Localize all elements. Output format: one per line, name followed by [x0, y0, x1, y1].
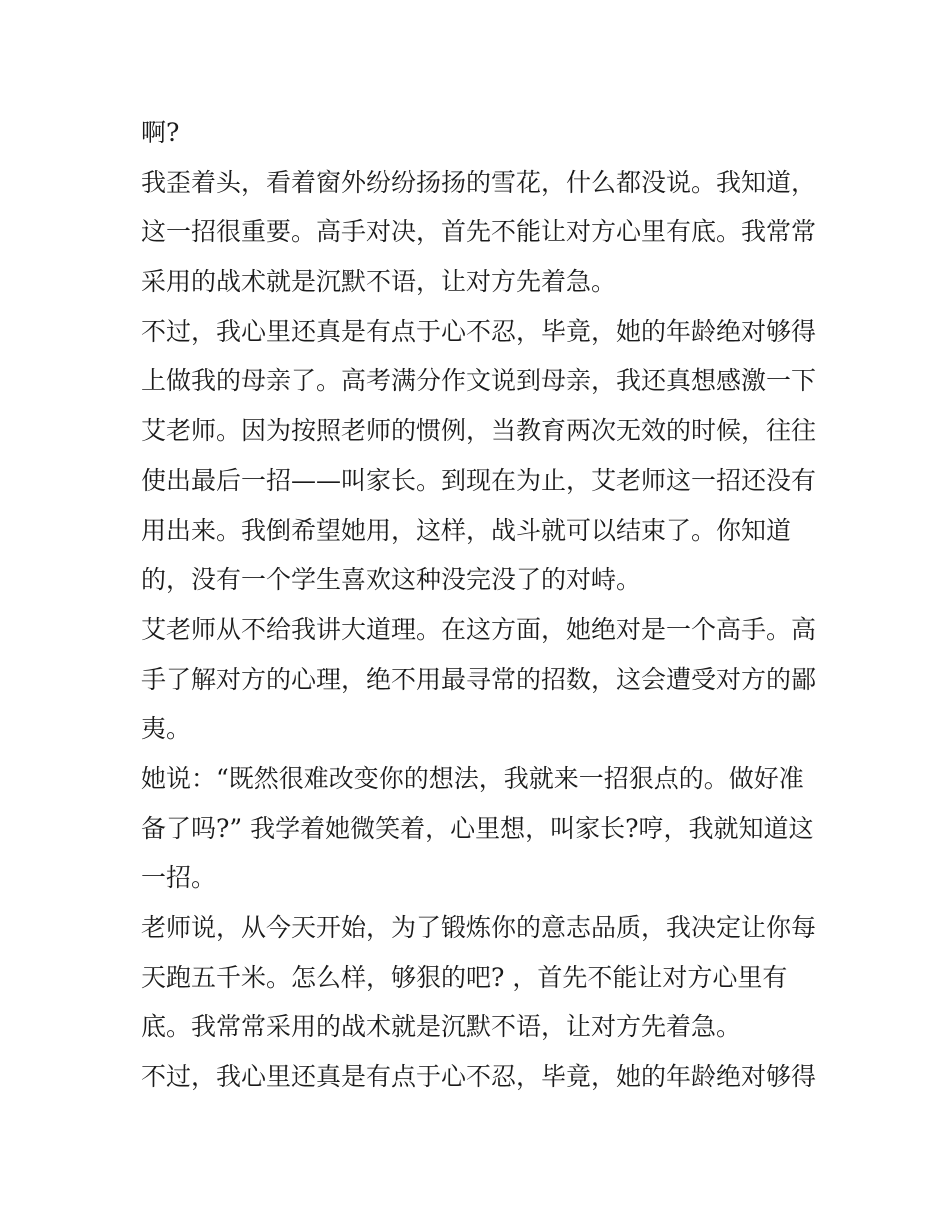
text-line: 天跑五千米。怎么样，够狠的吧? ，首先不能让对方心里有: [141, 962, 788, 992]
text-line: 我歪着头，看着窗外纷纷扬扬的雪花，什么都没说。我知道，: [141, 167, 817, 197]
text-line: 一招。: [141, 863, 217, 893]
text-line: 用出来。我倒希望她用，这样，战斗就可以结束了。你知道: [141, 515, 792, 545]
text-line: 上做我的母亲了。高考满分作文说到母亲，我还真想感激一下: [141, 366, 817, 396]
text-line: 夷。: [141, 714, 192, 744]
document-body: [141, 108, 817, 1102]
text-line: 艾老师。因为按照老师的惯例，当教育两次无效的时候，往往: [141, 416, 817, 446]
text-line: 艾老师从不给我讲大道理。在这方面，她绝对是一个高手。高: [141, 614, 817, 644]
text-line: 不过，我心里还真是有点于心不忍，毕竟，她的年龄绝对够得: [141, 316, 817, 346]
text-line: 采用的战术就是沉默不语，让对方先着急。: [141, 267, 617, 297]
text-line: 的，没有一个学生喜欢这种没完没了的对峙。: [141, 565, 642, 595]
text-line: 手了解对方的心理，绝不用最寻常的招数，这会遭受对方的鄙: [141, 664, 817, 694]
text-line: 这一招很重要。高手对决，首先不能让对方心里有底。我常常: [141, 217, 817, 247]
text-line: 不过，我心里还真是有点于心不忍，毕竟，她的年龄绝对够得: [141, 1062, 817, 1092]
text-line: 啊?: [141, 118, 180, 147]
text-line: 老师说，从今天开始，为了锻炼你的意志品质，我决定让你每: [141, 913, 817, 942]
text-line: 使出最后一招——叫家长。到现在为止，艾老师这一招还没有: [141, 465, 817, 495]
text-line: 备了吗?” 我学着她微笑着，心里想，叫家长?哼，我就知道这: [141, 813, 814, 843]
text-line: 底。我常常采用的战术就是沉默不语，让对方先着急。: [141, 1012, 742, 1042]
text-line: 她说：“既然很难改变你的想法，我就来一招狠点的。做好准: [141, 763, 804, 793]
